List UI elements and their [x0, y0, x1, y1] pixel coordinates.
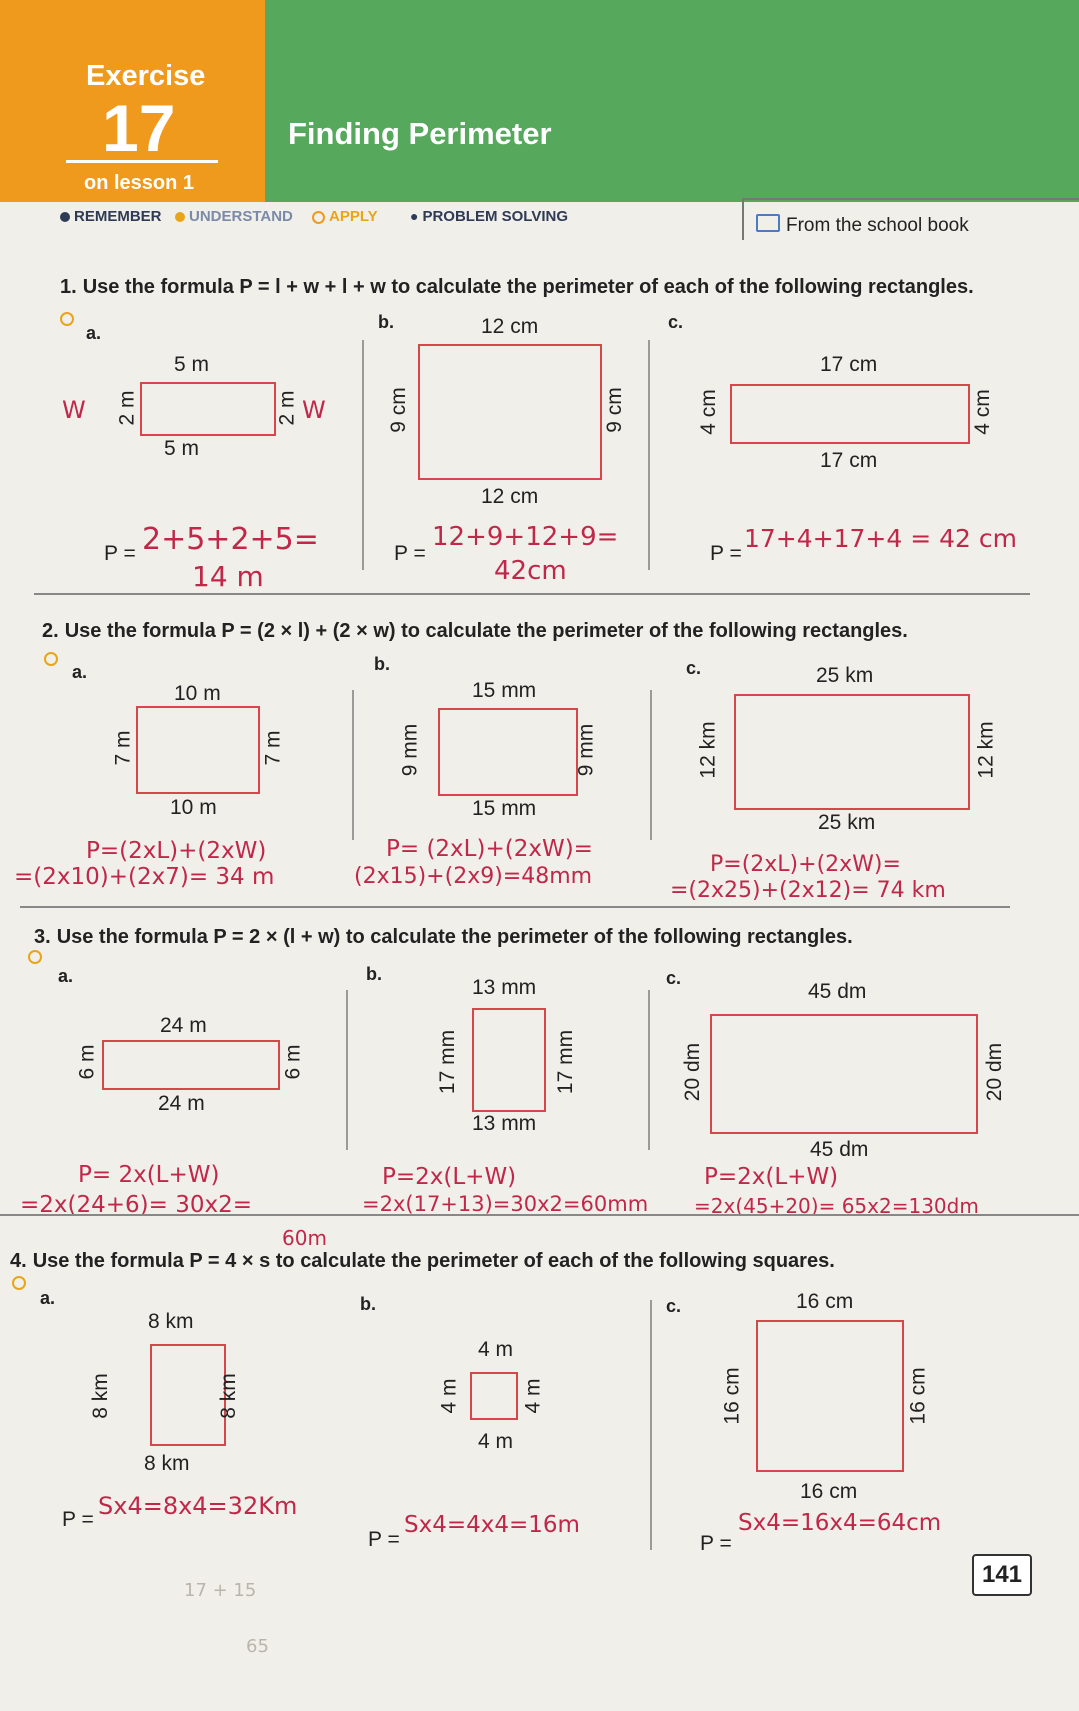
dim-4c-top: 16 cm [796, 1290, 854, 1313]
dim-4a-left: 8 km [88, 1373, 112, 1419]
dim-2a-left: 7 m [111, 730, 135, 766]
answer-4a-line1: Sx4=8x4=32Km [98, 1492, 298, 1520]
dim-1a-bottom: 5 m [164, 437, 200, 460]
answer-3b-line1: P=2x(L+W) [382, 1164, 517, 1190]
sub-label-4a: a. [40, 1288, 56, 1308]
p-label-1a: P = [104, 542, 136, 565]
rectangle-3c [710, 1014, 978, 1134]
question-4-prompt: 4. Use the formula P = 4 × s to calculate the perimeter of each of the following squares. [10, 1250, 835, 1272]
sub-label-2b: b. [374, 654, 390, 674]
answer-2b-line2: (2x15)+(2x9)=48mm [354, 864, 593, 889]
answer-1a-line1: 2+5+2+5= [142, 522, 319, 557]
rectangle-2b [438, 708, 578, 796]
pencil-scribble: 17 + 15 [184, 1580, 257, 1601]
answer-3a-line3: 60m [282, 1226, 327, 1250]
dim-3a-top: 24 m [160, 1014, 207, 1037]
dim-3c-bottom: 45 dm [810, 1138, 869, 1161]
dim-1b-bottom: 12 cm [481, 485, 539, 508]
apply-ring-icon [28, 950, 42, 964]
question-3-prompt: 3. Use the formula P = 2 × (l + w) to calculate the perimeter of the following rectangles. [34, 926, 853, 948]
column-divider [362, 340, 364, 570]
dim-2b-top: 15 mm [472, 679, 537, 702]
dim-2c-top: 25 km [816, 664, 874, 687]
section-divider [34, 593, 1030, 595]
apply-ring-icon [60, 312, 74, 326]
dim-1a-left: 2 m [115, 390, 139, 426]
p-label-4a: P = [62, 1508, 94, 1531]
square-4b [470, 1372, 518, 1420]
dim-2b-left: 9 mm [398, 723, 422, 777]
level-problem-solving: ● PROBLEM SOLVING [410, 208, 569, 225]
dim-4b-bottom: 4 m [478, 1430, 514, 1453]
dim-4b-right: 4 m [521, 1378, 545, 1414]
dim-4c-bottom: 16 cm [800, 1480, 858, 1503]
p-label-1b: P = [394, 542, 426, 565]
dim-2b-bottom: 15 mm [472, 797, 537, 820]
sub-label-3c: c. [666, 968, 682, 988]
sub-label-3b: b. [366, 964, 382, 984]
lesson-label: on lesson 1 [84, 172, 195, 194]
sub-label-1b: b. [378, 312, 394, 332]
remember-dot-icon [60, 212, 70, 222]
exercise-divider [66, 160, 218, 163]
dim-2b-right: 9 mm [574, 723, 598, 777]
dim-1a-right: 2 m [275, 390, 299, 426]
dim-2a-top: 10 m [174, 682, 221, 705]
answer-3a-line1: P= 2x(L+W) [78, 1162, 220, 1188]
rectangle-3b [472, 1008, 546, 1112]
dim-1c-bottom: 17 cm [820, 449, 878, 472]
dim-4c-right: 16 cm [906, 1367, 930, 1425]
sub-label-1c: c. [668, 312, 684, 332]
dim-3b-bottom: 13 mm [472, 1112, 537, 1135]
dim-4a-bottom: 8 km [144, 1452, 190, 1475]
dim-2c-right: 12 km [974, 721, 998, 779]
dim-1c-top: 17 cm [820, 353, 878, 376]
title-banner [265, 0, 1079, 202]
dim-3c-left: 20 dm [681, 1042, 705, 1102]
level-understand: UNDERSTAND [175, 208, 293, 225]
dim-2c-left: 12 km [696, 721, 720, 779]
answer-3c-line1: P=2x(L+W) [704, 1164, 839, 1190]
note-1a-right: W [302, 396, 326, 424]
level-apply: APPLY [312, 208, 378, 225]
dim-1b-top: 12 cm [481, 315, 539, 338]
dim-4b-left: 4 m [437, 1378, 461, 1414]
note-1a-left: W [62, 396, 86, 424]
section-divider [20, 906, 1010, 908]
answer-2c-line1: P=(2xL)+(2xW)= [710, 852, 901, 877]
rectangle-1b [418, 344, 602, 480]
column-divider [648, 340, 650, 570]
dim-2a-bottom: 10 m [170, 796, 217, 819]
people-icon: ● [410, 208, 419, 224]
dim-1c-right: 4 cm [970, 389, 994, 435]
rectangle-1c [730, 384, 970, 444]
dim-1b-right: 9 cm [602, 387, 626, 433]
column-divider [648, 990, 650, 1150]
school-book-box [742, 198, 1079, 240]
dim-4a-top: 8 km [148, 1310, 194, 1333]
dim-2a-right: 7 m [261, 730, 285, 766]
dim-3b-left: 17 mm [436, 1029, 460, 1095]
sub-label-4c: c. [666, 1296, 682, 1316]
p-label-4c: P = [700, 1532, 732, 1555]
rectangle-2c [734, 694, 970, 810]
answer-2c-line2: =(2x25)+(2x12)= 74 km [670, 878, 946, 903]
answer-1b-line1: 12+9+12+9= [432, 522, 619, 552]
exercise-word: Exercise [86, 60, 206, 92]
question-2-prompt: 2. Use the formula P = (2 × l) + (2 × w) to calculate the perimeter of the following rectangles. [42, 620, 908, 642]
p-label-1c: P = [710, 542, 742, 565]
dim-3b-top: 13 mm [472, 976, 537, 999]
question-1-prompt: 1. Use the formula P = l + w + l + w to calculate the perimeter of each of the following rectangles. [60, 276, 974, 298]
dim-4b-top: 4 m [478, 1338, 514, 1361]
rectangle-2a [136, 706, 260, 794]
school-book-label: From the school book [786, 215, 969, 236]
dim-3a-left: 6 m [75, 1044, 99, 1080]
answer-4c-line1: Sx4=16x4=64cm [738, 1510, 942, 1536]
answer-2b-line1: P= (2xL)+(2xW)= [386, 836, 593, 862]
apply-ring-icon [12, 1276, 26, 1290]
square-4a [150, 1344, 226, 1446]
answer-3b-line2: =2x(17+13)=30x2=60mm [362, 1192, 649, 1216]
sub-label-1a: a. [86, 323, 102, 343]
pencil-scribble: 65 [246, 1636, 269, 1657]
dim-3a-right: 6 m [281, 1044, 305, 1080]
exercise-number: 17 [102, 91, 176, 165]
answer-1a-line2: 14 m [192, 560, 264, 593]
apply-ring-icon [44, 652, 58, 666]
column-divider [352, 690, 354, 840]
p-label-4b: P = [368, 1528, 400, 1551]
dim-3c-right: 20 dm [983, 1042, 1007, 1102]
column-divider [650, 1300, 652, 1550]
dim-1c-left: 4 cm [696, 389, 720, 435]
answer-4b-line1: Sx4=4x4=16m [404, 1512, 580, 1538]
answer-3a-line2: =2x(24+6)= 30x2= [20, 1192, 252, 1218]
answer-3c-line2: =2x(45+20)= 65x2=130dm [694, 1194, 979, 1218]
dim-3b-right: 17 mm [554, 1029, 578, 1095]
page-title: Finding Perimeter [288, 116, 552, 151]
sub-label-2c: c. [686, 658, 702, 678]
dim-3c-top: 45 dm [808, 980, 867, 1003]
answer-2a-line1: P=(2xL)+(2xW) [86, 838, 267, 864]
section-divider [0, 1214, 1079, 1216]
dim-1b-left: 9 cm [386, 387, 410, 433]
answer-2a-line2: =(2x10)+(2x7)= 34 m [14, 864, 275, 890]
sub-label-3a: a. [58, 966, 74, 986]
rectangle-3a [102, 1040, 280, 1090]
dim-3a-bottom: 24 m [158, 1092, 205, 1115]
level-remember: REMEMBER [60, 208, 162, 225]
understand-dot-icon [175, 212, 185, 222]
answer-1b-line2: 42cm [494, 556, 567, 586]
column-divider [650, 690, 652, 840]
page-number: 141 [972, 1554, 1032, 1596]
sub-label-4b: b. [360, 1294, 376, 1314]
answer-1c-line1: 17+4+17+4 = 42 cm [744, 524, 1017, 553]
rectangle-1a [140, 382, 276, 436]
square-4c [756, 1320, 904, 1472]
book-icon [756, 214, 780, 232]
column-divider [346, 990, 348, 1150]
sub-label-2a: a. [72, 662, 88, 682]
dim-2c-bottom: 25 km [818, 811, 876, 834]
apply-ring-icon [312, 211, 325, 224]
dim-1a-top: 5 m [174, 353, 210, 376]
dim-4c-left: 16 cm [720, 1367, 744, 1425]
dim-4a-right: 8 km [216, 1373, 240, 1419]
